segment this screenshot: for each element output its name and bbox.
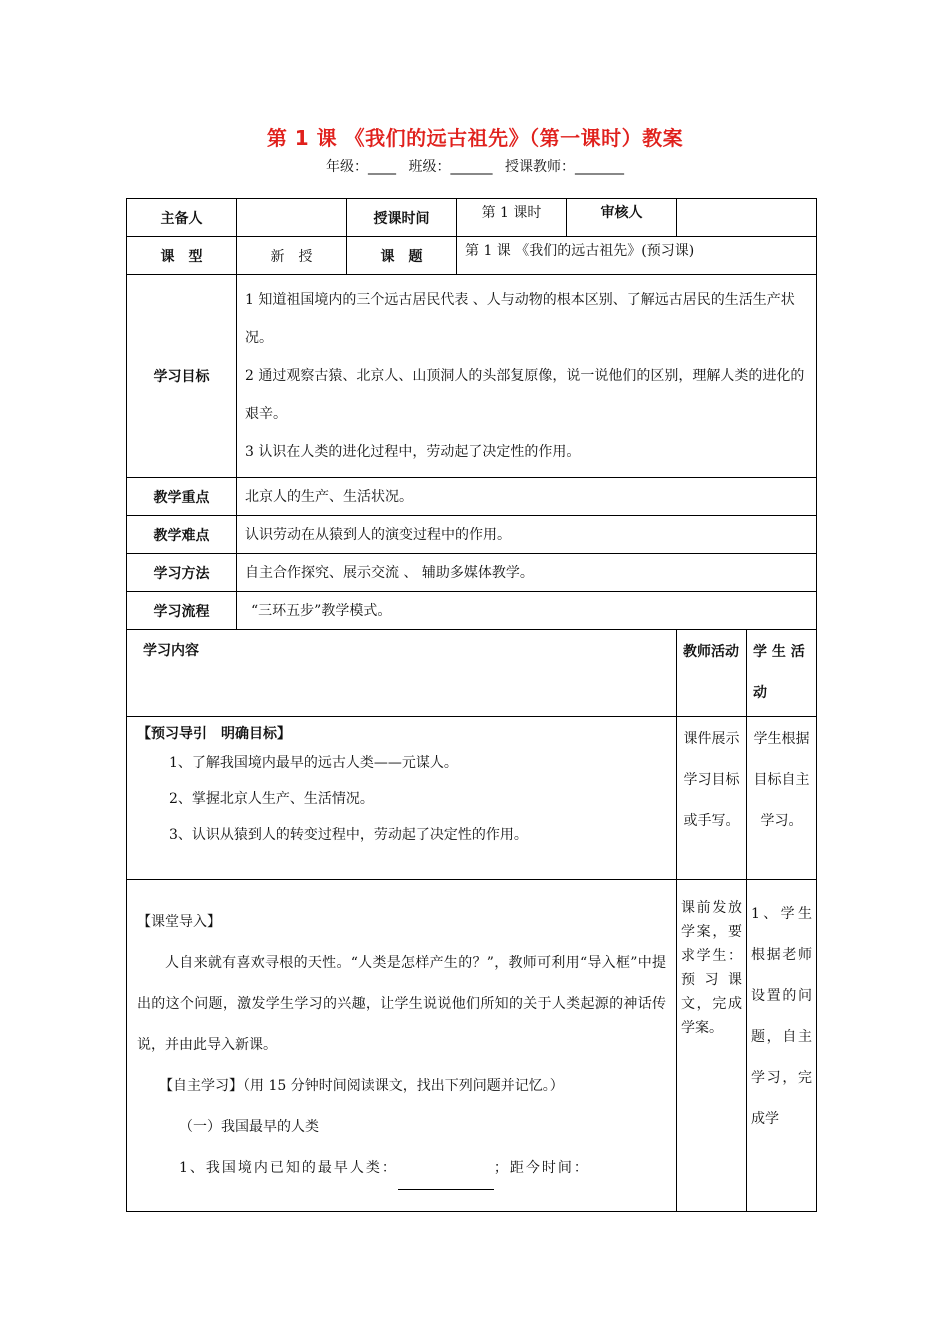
lesson-plan-table xyxy=(126,198,817,1212)
goals-content xyxy=(237,275,817,478)
student-activity-header: 学 生 活 动 xyxy=(747,630,817,717)
preview-content xyxy=(127,717,677,880)
preview-item: 3、认识从猿到人的转变过程中，劳动起了决定性的作用。 xyxy=(169,827,528,843)
intro-text: 人自来就有喜欢寻根的天性。“人类是怎样产生的？”，教师可利用“导入框”中提出的这个问题，激发学生学习的兴趣，让学生说说他们所知的关于人类起源的神话传说，并由此导入新课。 xyxy=(137,955,666,1053)
preview-row xyxy=(127,717,817,880)
methods-label: 学习方法 xyxy=(127,554,237,592)
question-1-suffix: ；距今时间： xyxy=(493,1160,590,1176)
preview-item: 2、掌握北京人生产、生活情况。 xyxy=(169,791,374,807)
reviewer-value xyxy=(677,199,817,237)
self-study-heading: 【自主学习】 xyxy=(159,1078,243,1094)
key-points-value: 北京人的生产、生活状况。 xyxy=(237,478,817,516)
self-study xyxy=(137,1066,666,1107)
lesson-row xyxy=(127,880,817,1212)
goals-label: 学习目标 xyxy=(127,275,237,478)
answer-blank[interactable] xyxy=(398,1148,494,1190)
goal-item: 2 通过观察古猿、北京人、山顶洞人的头部复原像，说一说他们的区别，理解人类的进化的艰辛。 xyxy=(245,368,805,422)
methods-row xyxy=(127,554,817,592)
content-header: 学习内容 xyxy=(127,630,677,717)
preview-student-activity: 学生根据目标自主学习。 xyxy=(747,717,817,880)
lesson-content xyxy=(127,880,677,1212)
preview-heading: 【预习导引 明确目标】 xyxy=(137,726,291,742)
type-value: 新 授 xyxy=(237,237,347,275)
teacher-activity-header: 教师活动 xyxy=(677,630,747,717)
header-row xyxy=(127,199,817,237)
topic-label: 课 题 xyxy=(347,237,457,275)
question-1-text: 1、我国境内已知的最早人类： xyxy=(179,1160,398,1176)
process-value: “三环五步”教学模式。 xyxy=(237,592,817,630)
difficulties-label: 教学难点 xyxy=(127,516,237,554)
difficulties-row xyxy=(127,516,817,554)
preview-item: 1、了解我国境内最早的远古人类——元谋人。 xyxy=(169,755,458,771)
self-study-text: （用 15 分钟时间阅读课文，找出下列问题并记忆。） xyxy=(243,1078,564,1094)
lesson-student-activity: 1、学生根据老师设置的问题，自主学习，完成学 xyxy=(747,880,817,1212)
grade-field: 年级：____ xyxy=(326,159,397,175)
lesson-teacher-activity: 课前发放学案，要求学生：预习课文，完成学案。 xyxy=(677,880,747,1212)
class-field: 班级：______ xyxy=(408,159,493,175)
question-1 xyxy=(137,1148,666,1190)
key-points-row xyxy=(127,478,817,516)
type-label: 课 型 xyxy=(127,237,237,275)
process-row xyxy=(127,592,817,630)
section-heading: （一）我国最早的人类 xyxy=(179,1119,319,1135)
main-preparer-label: 主备人 xyxy=(127,199,237,237)
reviewer-label: 审核人 xyxy=(567,199,677,237)
main-preparer-value xyxy=(237,199,347,237)
topic-value: 第 1 课 《我们的远古祖先》(预习课) xyxy=(457,237,817,275)
content-header-row xyxy=(127,630,817,717)
time-value: 第 1 课时 xyxy=(457,199,567,237)
difficulties-value: 认识劳动在从猿到人的演变过程中的作用。 xyxy=(237,516,817,554)
goal-item: 1 知道祖国境内的三个远古居民代表 、人与动物的根本区别、了解远古居民的生活生产状况。 xyxy=(245,292,795,346)
preview-teacher-activity: 课件展示学习目标或手写。 xyxy=(677,717,747,880)
process-label: 学习流程 xyxy=(127,592,237,630)
methods-value: 自主合作探究、展示交流 、 辅助多媒体教学。 xyxy=(237,554,817,592)
goals-row xyxy=(127,275,817,478)
teacher-field: 授课教师：_______ xyxy=(504,159,624,175)
goal-item: 3 认识在人类的进化过程中，劳动起了决定性的作用。 xyxy=(245,444,581,460)
page-title: 第 1 课 《我们的远古祖先》（第一课时）教案 xyxy=(266,126,684,150)
intro-heading: 【课堂导入】 xyxy=(137,914,221,930)
time-label: 授课时间 xyxy=(347,199,457,237)
subtitle xyxy=(0,156,950,176)
key-points-label: 教学重点 xyxy=(127,478,237,516)
type-row xyxy=(127,237,817,275)
